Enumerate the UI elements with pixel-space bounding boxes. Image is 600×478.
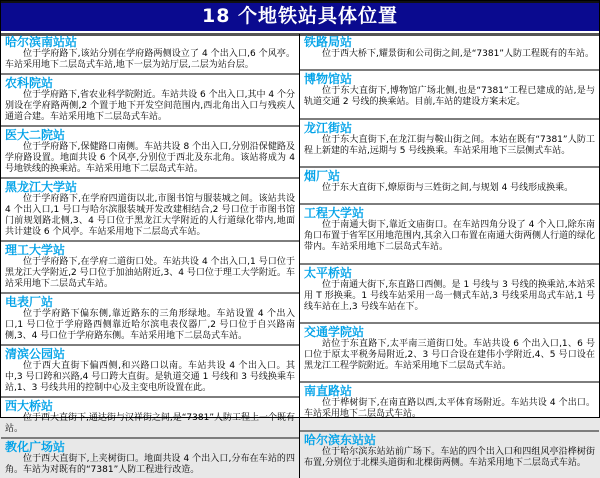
station-entry xyxy=(300,265,599,324)
station-entry xyxy=(300,34,599,71)
station-name: 博物馆站 xyxy=(304,72,353,87)
station-description: 位于学府路下,在学府二道街口处。车站共设 4 个出入口,1 号口位于黑龙江大学附近,2 号口位于加油站附近,3、4 号口位于理工大学附近。车站采用地下二层岛式车站。 xyxy=(5,257,295,289)
station-name: 太平桥站 xyxy=(304,265,353,280)
page-title: 18 个地铁站具体位置 xyxy=(1,1,599,33)
station-description: 站位于东直路下,太平南三道街口处。车站共设 6 个出入口,1、6 号口位于原太平税务局附近,2、3 号口合设在建伟小学附近,4、5 号口设在黑龙江工程学院附近。车站采用地下二层岛式车站。 xyxy=(304,338,595,371)
station-column-right xyxy=(300,34,599,478)
station-entry xyxy=(300,168,599,205)
station-entry xyxy=(1,75,299,127)
station-description: 位于哈尔滨东站站前广场下。车站的四个出入口和四组风亭沿桦树街布置,分别位于北棵头道街和北棵街两侧。车站采用地下二层岛式车站。 xyxy=(304,446,595,468)
station-name: 西大桥站 xyxy=(5,399,54,413)
station-name: 工程大学站 xyxy=(304,206,365,221)
station-description: 位于学府路下,该站分别在学府路两侧设立了 4 个出入口,6 个风亭。车站采用地下二层岛式车站,地下一层为站厅层,二层为站台层。 xyxy=(5,49,295,70)
station-name: 哈尔滨东站站 xyxy=(304,432,377,447)
station-name: 哈尔滨南站站 xyxy=(5,35,78,49)
station-description: 位于东大直街下,在龙江街与鞍山街之间。本站在既有“7381”人防工程上新建的车站,远期与 5 号线换乘。车站采用地下三层侧式车站。 xyxy=(304,134,595,156)
station-name: 电表厂站 xyxy=(5,295,54,309)
station-name: 铁路局站 xyxy=(304,35,353,49)
station-description: 位于东大直街下,博物馆广场北侧,也是“7381”工程已建成的站,是与轨道交通 2 号线的换乘站。目前,车站的建设方案未定。 xyxy=(304,86,595,108)
station-name: 烟厂站 xyxy=(304,168,341,183)
station-table xyxy=(1,33,599,478)
station-name: 理工大学站 xyxy=(5,243,66,257)
station-entry xyxy=(1,127,299,179)
station-name: 清滨公园站 xyxy=(5,347,66,361)
station-description: 位于学府路下偏东侧,靠近路东的三角形绿地。车站设置 4 个出入口,1 号口位于学府路西侧靠近哈尔滨电表仪器厂,2 号口位于自兴路南侧,3、4 号口位于学府路东侧。车站采用地下二层岛式车站。 xyxy=(5,309,295,341)
station-entry xyxy=(300,71,599,119)
station-name: 南直路站 xyxy=(304,384,353,399)
station-description: 位于南通大街下,东直路口西侧。是 1 号线与 3 号线的换乘站,本站采用 T 形换乘。1 号线车站采用一岛一侧式车站,3 号线采用岛式车站,1 号线车站在上,3 号线车站在下。 xyxy=(304,279,595,312)
station-description: 位于桦树街下,在南直路以西,太平体育场附近。车站共设 4 个出口。车站采用地下二层岛式车站。 xyxy=(304,398,595,420)
station-entry xyxy=(300,120,599,168)
station-description: 位于东大直街下,燎原街与三姓街之间,与规划 4 号线形成换乘。 xyxy=(322,182,574,193)
station-description: 位于西大桥下,耀景街和公司街之间,是“7381”人防工程既有的车站。 xyxy=(322,49,594,59)
station-description: 位于学府路下,在学府四道街以北,市图书馆与服装城之间。该站共设 4 个出入口,1 号口与哈尔滨服装城开发改建相结合,2 号口位于市图书馆门前规划路北侧,3、4 号口位于黑龙江大学附近的人行道绿化带内,地面共计建设 6 个风亭。车站采用地下二层岛式车站。 xyxy=(5,194,295,237)
station-column-left xyxy=(1,34,300,478)
station-entry xyxy=(300,432,599,478)
station-name: 农科院站 xyxy=(5,76,54,90)
station-entry xyxy=(1,242,299,294)
station-name: 交通学院站 xyxy=(304,324,365,339)
station-entry xyxy=(1,179,299,242)
station-description: 位于西大直街下,上夹树街口。地面共设 4 个出入口,分布在车站的四角。车站为对既有的“7381”人防工程进行改造。 xyxy=(5,454,295,475)
station-entry xyxy=(1,398,299,439)
station-name: 龙江街站 xyxy=(304,120,353,135)
station-description: 位于西大直街下偏西侧,和兴路口以南。车站共设 4 个出入口。其中,3 号口跨和兴路,4 号口跨大直街。是轨道交通 1 号线和 3 号线换乘车站,1、3 号线共用的控制中心及主变电所设置在此。 xyxy=(5,361,295,393)
station-entry xyxy=(1,34,299,75)
station-description: 位于南通大街下,靠近文庙街口。在车站四角分设了 4 个入口,除东南角口布置于省军区用地范围内,其余入口布置在南通大街两侧人行道的绿化带内。车站采用地下二层岛式车站。 xyxy=(304,220,595,253)
station-entry xyxy=(1,294,299,346)
station-entry xyxy=(300,383,599,431)
station-name: 教化广场站 xyxy=(5,440,66,454)
station-description: 位于西大直街下,通达街与汉祥街之间,是“7381”人防工程上一个既有站。 xyxy=(5,413,295,434)
station-entry xyxy=(1,439,299,478)
station-entry xyxy=(300,205,599,264)
station-entry xyxy=(1,346,299,398)
station-description: 位于学府路下,保健路口南侧。车站共设 8 个出入口,分别沿保健路及学府路设置。地面共设 6 个风亭,分别位于西北及东北角。该站将成为 4 号地铁线的换乘站。车站采用地下二层岛式车站。 xyxy=(5,142,295,174)
station-name: 黑龙江大学站 xyxy=(5,180,78,194)
station-entry xyxy=(300,324,599,383)
station-description: 位于学府路下,省农业科学院附近。车站共设 6 个出入口,其中 4 个分别设在学府路两侧,2 个置于地下开发空间范围内,西北角出入口与残疾人通道合建。车站采用地下二层岛式车站。 xyxy=(5,90,295,122)
station-name: 医大二院站 xyxy=(5,128,66,142)
